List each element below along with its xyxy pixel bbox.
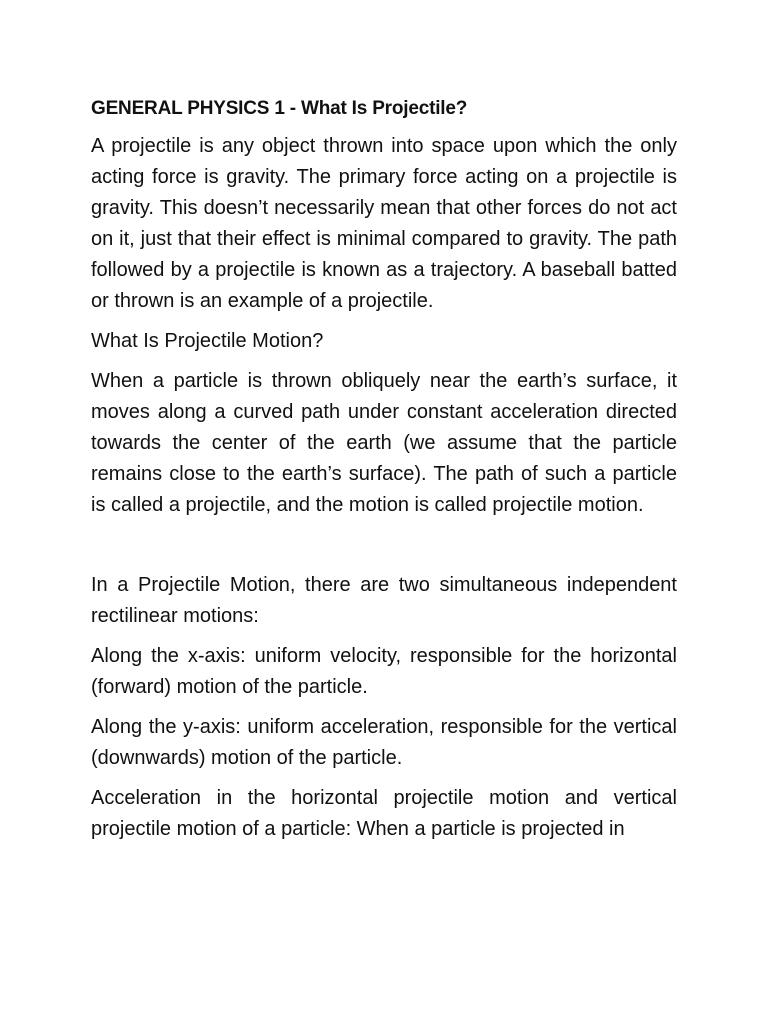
paragraph-projectile-definition: A projectile is any object thrown into space upon which the only acting force is gravity. The primary force acting on a projectile is gravity. This doesn’t necessarily mean that other forces do not act on it, just that their effect is minimal compared to gravity. The path followed by a projectile is known as a trajectory. A baseball batted or thrown is an example of a projectile. [91,135,677,312]
document-body [91,93,677,854]
paragraph-projectile-motion: When a particle is thrown obliquely near the earth’s surface, it moves along a curved path under constant acceleration directed towards the center of the earth (we assume that the particle remains close to the earth’s surface). The path of such a particle is called a projectile, and the motion is called projectile motion. [91,370,677,516]
blank-line [91,530,677,570]
paragraph-acceleration: Acceleration in the horizontal projectile motion and vertical projectile motion of a particle: When a particle is projected in [91,787,677,840]
paragraph-two-motions: In a Projectile Motion, there are two simultaneous independent rectilinear motions: [91,574,677,627]
paragraph-y-axis: Along the y-axis: uniform acceleration, responsible for the vertical (downwards) motion of the particle. [91,716,677,769]
paragraph-x-axis: Along the x-axis: uniform velocity, responsible for the horizontal (forward) motion of the particle. [91,645,677,698]
subheading-projectile-motion: What Is Projectile Motion? [91,330,324,352]
document-title: GENERAL PHYSICS 1 - What Is Projectile? [91,98,468,119]
